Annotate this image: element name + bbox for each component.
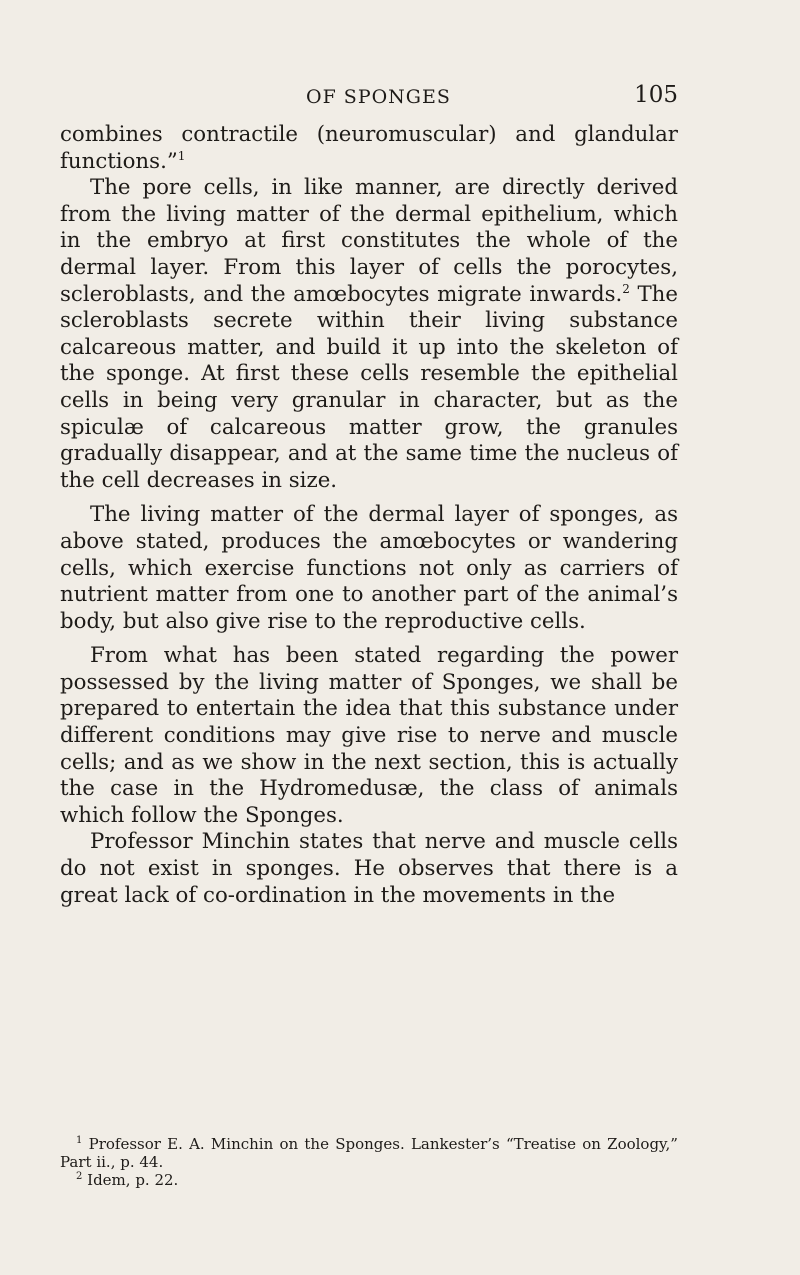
- paragraph-5-text: Professor Minchin states that nerve and muscle cells do not exist in sponges. He observes that there is a great lack of co-ordination in the movements in the: [60, 829, 678, 908]
- footnote-1-text: Professor E. A. Minchin on the Sponges. Lankester’s “Treatise on Zoology,” Part ii., p. 44.: [60, 1135, 678, 1171]
- paragraph-2-text-b: The scleroblasts secrete within their living substance calcareous matter, and build it up into the skeleton of the sponge. At first these cells resemble the epithelial cells in being very granular in character, but as the spiculæ of calcareous matter grow, the granules gradually disappear, and at the same time the nucleus of the cell decreases in size.: [60, 281, 678, 493]
- paragraph-1: [60, 122, 678, 175]
- paragraph-5: [60, 829, 678, 909]
- footnotes: [60, 1135, 678, 1189]
- footnote-ref-2: 2: [622, 281, 630, 296]
- paragraph-2-text-a: The pore cells, in like manner, are directly derived from the living matter of the dermal epithelium, which in the embryo at first constitutes the whole of the dermal layer. From this layer of cells the porocytes, scleroblasts, and the amœbocytes migrate inwards.: [60, 175, 678, 307]
- paragraph-3: [60, 502, 678, 635]
- footnote-1-mark: 1: [76, 1135, 83, 1146]
- footnote-1: [60, 1135, 678, 1171]
- footnote-2: [60, 1171, 678, 1189]
- footnote-2-text: Idem, p. 22.: [87, 1171, 179, 1189]
- paragraph-1-text: combines contractile (neuromuscular) and glandular functions.”: [60, 122, 678, 174]
- page-header: [60, 82, 678, 116]
- paragraph-4-text: From what has been stated regarding the power possessed by the living matter of Sponges, we shall be prepared to entertain the idea that this substance under different conditions may give rise to nerve and muscle cells; and as we show in the next section, this is actually the case in the Hydromedusæ, the class of animals which follow the Sponges.: [60, 643, 678, 828]
- paragraph-4: [60, 643, 678, 829]
- body-text: [60, 122, 678, 909]
- paragraph-3-text: The living matter of the dermal layer of sponges, as above stated, produces the amœbocytes or wandering cells, which exercise functions not only as carriers of nutrient matter from one to another part of the animal’s body, but also give rise to the reproductive cells.: [60, 502, 678, 634]
- footnote-ref-1: 1: [177, 148, 186, 163]
- running-head: OF SPONGES: [306, 86, 451, 108]
- page-number: 105: [634, 82, 678, 108]
- paragraph-2: [60, 175, 678, 494]
- footnote-2-mark: 2: [76, 1171, 83, 1182]
